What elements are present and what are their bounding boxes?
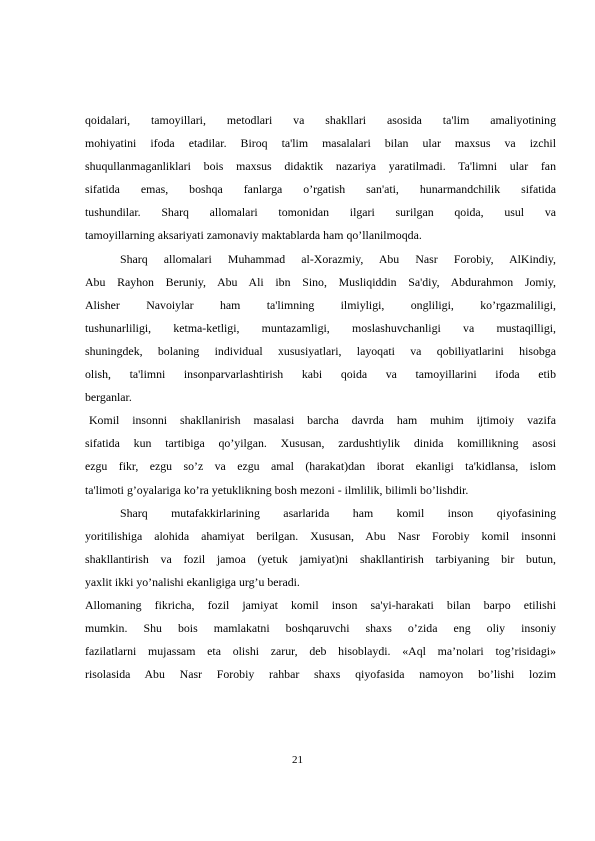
paragraph-line: shuqullanmaganliklari bois maxsus didaktik nazariya yaratilmadi. Ta'limni ular fan	[85, 159, 556, 174]
page-body	[85, 109, 556, 686]
paragraph-2	[85, 248, 556, 410]
paragraph-1	[85, 109, 556, 248]
paragraph-3	[85, 409, 556, 501]
paragraph-line: ta'limoti g’oyalariga ko’ra yetuklikning bosh mezoni - ilmlilik, bilimli bo’lishdir.	[85, 482, 469, 497]
paragraph-line: tushundilar. Sharq allomalari tomonidan ilgari surilgan qoida, usul va	[85, 205, 556, 220]
paragraph-line: berganlar.	[85, 390, 132, 405]
paragraph-line: shakllantirish va fozil jamoa (yetuk jamiyat)ni shakllantirish tarbiyaning bir butun,	[85, 551, 556, 566]
paragraph-line: sifatida kun tartibiga qo’yilgan. Xususan, zardushtiylik dinida komillikning asosi	[85, 436, 556, 451]
paragraph-line: fazilatlarni mujassam eta olishi zarur, deb hisoblaydi. «Aql ma’nolari tog’risidagi»	[85, 644, 556, 659]
paragraph-line: Alisher Navoiylar ham ta'limning ilmiyligi, ongliligi, ko’rgazmaliligi,	[85, 297, 556, 312]
paragraph-line: qoidalari, tamoyillari, metodlari va shakllari asosida ta'lim amaliyotining	[85, 113, 556, 127]
paragraph-line: mohiyatini ifoda etadilar. Biroq ta'lim masalalari bilan ular maxsus va izchil	[85, 136, 556, 151]
paragraph-line: Allomaning fikricha, fozil jamiyat komil inson sa'yi-harakati bilan barpo etilishi	[85, 597, 556, 612]
paragraph-line: shuningdek, bolaning individual xususiyatlari, layoqati va qobiliyatlarini hisobga	[85, 343, 556, 358]
paragraph-line: olish, ta'limni insonparvarlashtirish kabi qoida va tamoyillarini ifoda etib	[85, 367, 556, 382]
paragraph-line: sifatida emas, boshqa fanlarga o’rgatish san'ati, hunarmandchilik sifatida	[85, 182, 556, 197]
paragraph-line: Komil insonni shakllanirish masalasi barcha davrda ham muhim ijtimoiy vazifa	[89, 413, 556, 428]
page-number: 21	[292, 754, 303, 766]
paragraph-line: Sharq mutafakkirlarining asarlarida ham komil inson qiyofasining	[120, 505, 556, 520]
paragraph-line: risolasida Abu Nasr Forobiy rahbar shaxs qiyofasida namoyon bo’lishi lozim	[85, 667, 556, 682]
paragraph-line: mumkin. Shu bois mamlakatni boshqaruvchi shaxs o’zida eng oliy insoniy	[85, 621, 556, 636]
paragraph-line: tushunarliligi, ketma-ketligi, muntazamligi, moslashuvchanligi va mustaqilligi,	[85, 320, 556, 335]
paragraph-line: yaxlit ikki yo’nalishi ekanligiga urg’u beradi.	[85, 574, 300, 589]
paragraph-line: Sharq allomalari Muhammad al-Xorazmiy, Abu Nasr Forobiy, AlKindiy,	[120, 251, 556, 266]
paragraph-line: tamoyillarning aksariyati zamonaviy maktablarda ham qo’llanilmoqda.	[85, 228, 422, 243]
paragraph-5	[85, 594, 556, 686]
paragraph-4	[85, 502, 556, 594]
paragraph-line: Abu Rayhon Beruniy, Abu Ali ibn Sino, Musliqiddin Sa'diy, Abdurahmon Jomiy,	[85, 274, 556, 289]
paragraph-line: yoritilishiga alohida ahamiyat berilgan. Xususan, Abu Nasr Forobiy komil insonni	[85, 528, 556, 543]
paragraph-line: ezgu fikr, ezgu so’z va ezgu amal (harakat)dan iborat ekanligi ta'kidlansa, islom	[85, 459, 556, 474]
